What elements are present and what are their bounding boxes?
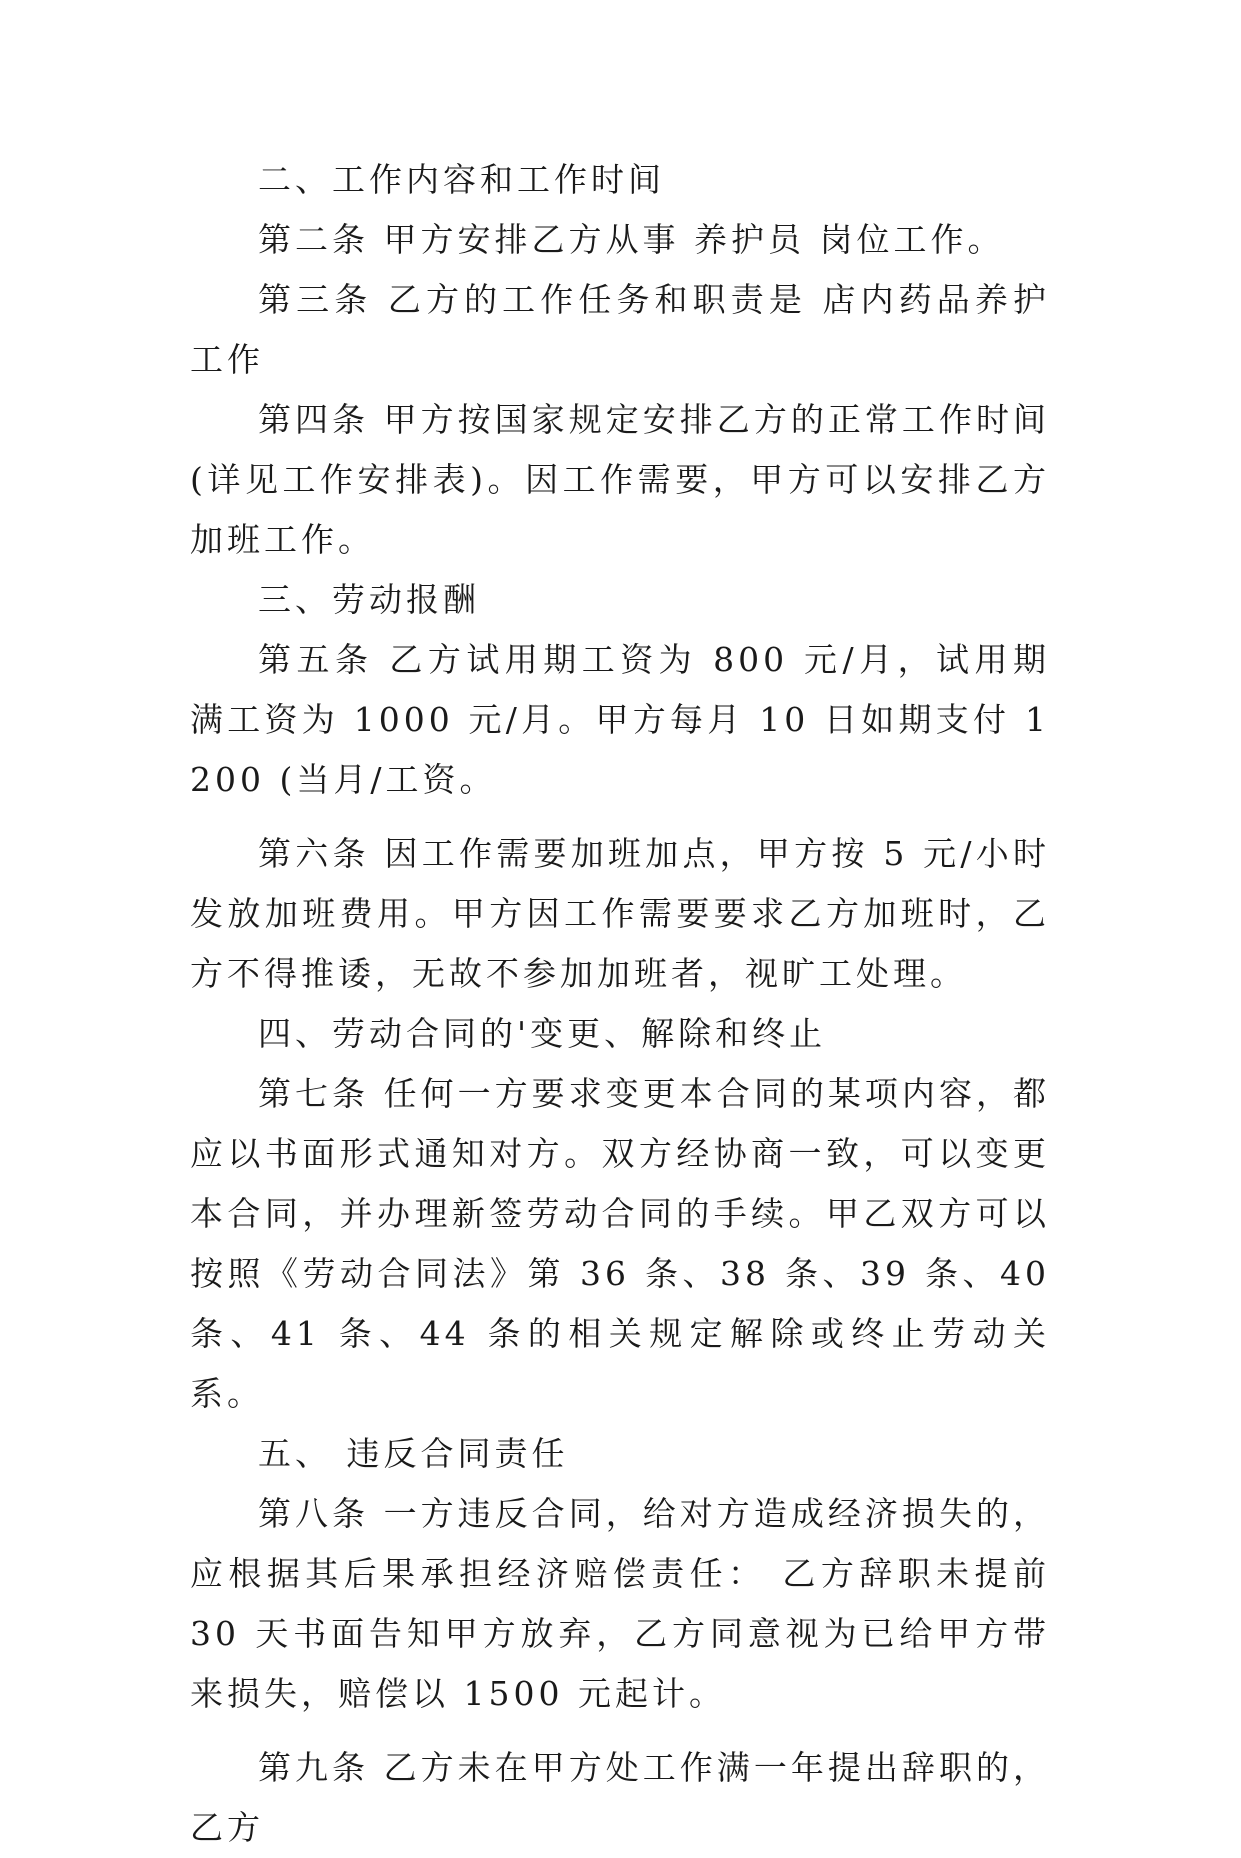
article-8: 第八条 一方违反合同，给对方造成经济损失的，应根据其后果承担经济赔偿责任： 乙方辞职未提前 30 天书面告知甲方放弃，乙方同意视为已给甲方带来损失，赔偿以 1500 元起计。 [190,1494,1050,1713]
article-3: 第三条 乙方的工作任务和职责是 店内药品养护工作 [190,280,1050,379]
document-body [190,150,1050,1858]
section-heading-work-content: 二、工作内容和工作时间 [258,160,665,199]
article-9: 第九条 乙方未在甲方处工作满一年提出辞职的，乙方 [190,1748,1050,1847]
article-7: 第七条 任何一方要求变更本合同的某项内容，都应以书面形式通知对方。双方经协商一致，可以变更本合同，并办理新签劳动合同的手续。甲乙双方可以按照《劳动合同法》第 36 条、38 条、39 条、40 条、41 条、44 条的相关规定解除或终止劳动关系。 [190,1074,1050,1413]
section-heading-remuneration: 三、劳动报酬 [258,580,480,619]
article-5: 第五条 乙方试用期工资为 800 元/月，试用期满工资为 1000 元/月。甲方每月 10 日如期支付 1200 (当月/工资。 [190,640,1050,799]
article-4: 第四条 甲方按国家规定安排乙方的正常工作时间(详见工作安排表)。因工作需要，甲方可以安排乙方加班工作。 [190,400,1050,559]
article-6: 第六条 因工作需要加班加点，甲方按 5 元/小时发放加班费用。甲方因工作需要要求乙方加班时，乙方不得推诿，无故不参加加班者，视旷工处理。 [190,834,1050,993]
article-2: 第二条 甲方安排乙方从事 养护员 岗位工作。 [258,220,1005,259]
section-heading-contract-changes: 四、劳动合同的'变更、解除和终止 [258,1014,827,1053]
section-heading-breach-liability: 五、 违反合同责任 [258,1434,569,1473]
